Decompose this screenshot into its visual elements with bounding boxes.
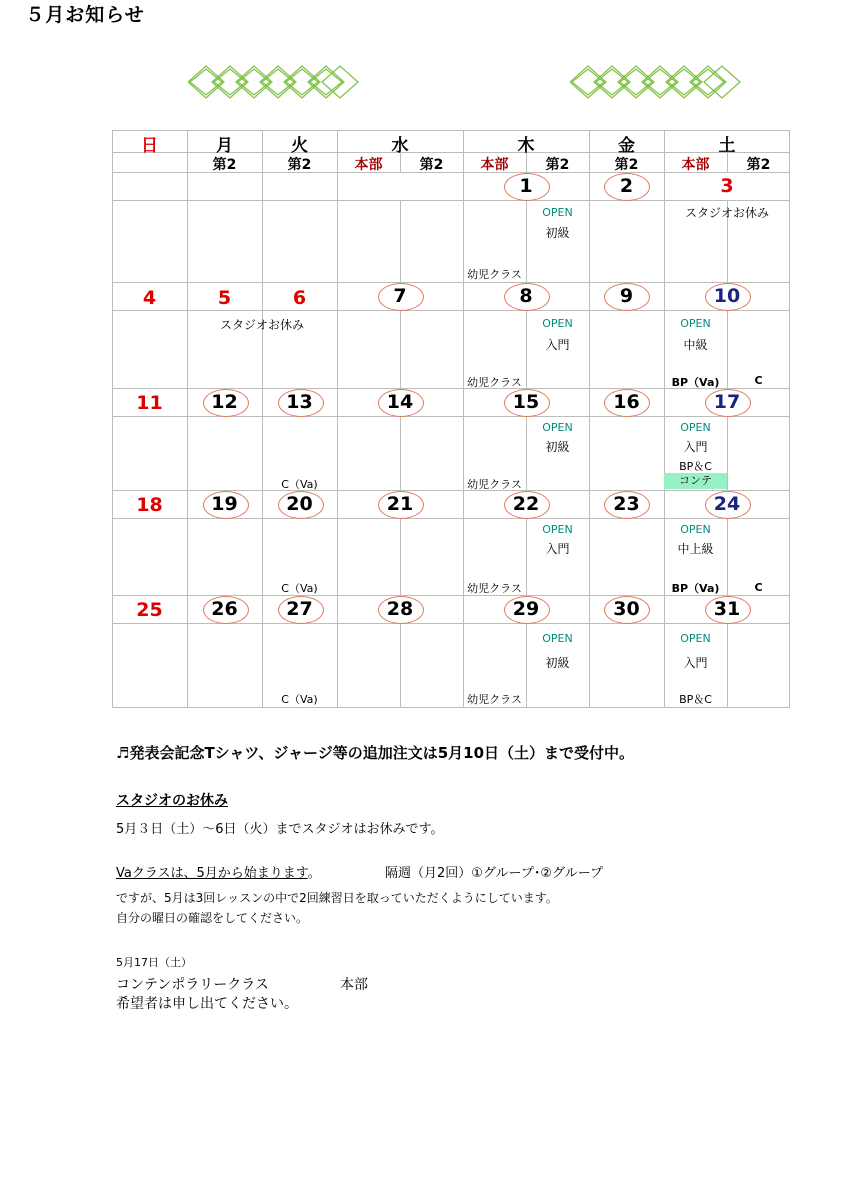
event-open: OPEN [680,523,711,536]
subheader-mon: 第2 [212,157,237,173]
weekday-header-sat: 土 [718,136,736,156]
date-20: 20 [286,493,313,515]
event-yoji-class: 幼児クラス [467,582,522,595]
event-open: OPEN [542,206,573,219]
date-25: 25 [136,599,163,621]
date-30: 30 [613,598,640,620]
date-15: 15 [512,391,540,413]
event-bp-c: BP＆C [679,460,712,473]
calendar-grid [112,130,790,708]
event-c-va: C（Va) [281,478,318,491]
event-yoji-class: 幼児クラス [467,693,522,706]
event-c-va: C（Va) [281,693,318,706]
date-1: 1 [519,175,533,197]
weekday-header-mon: 月 [216,136,233,156]
event-bp-va: BP（Va) [671,582,720,595]
va-class-line [116,862,321,881]
event-studio-off: スタジオお休み [219,318,304,332]
event-conte: コンテ [664,473,727,489]
event-yoji-class: 幼児クラス [467,478,522,491]
date-31: 31 [713,598,741,620]
event-class-level: 初級 [545,226,570,240]
contemporary-place: 本部 [340,977,368,993]
date-4: 4 [142,287,157,309]
va-class-note-1: ですが、5月は3回レッスンの中で2回練習日を取っていただくようにしています。 [116,891,558,905]
date-9: 9 [619,285,634,307]
date-14: 14 [386,391,414,413]
date-2: 2 [619,175,634,197]
subheader-sat-honbu: 本部 [681,157,710,173]
date-6: 6 [292,287,307,309]
date-11: 11 [136,392,163,414]
date-27: 27 [286,598,313,620]
date-16: 16 [613,391,640,413]
event-studio-off: スタジオお休み [684,206,769,220]
date-26: 26 [211,598,238,620]
date-29: 29 [512,598,540,620]
event-bp-c: BP＆C [679,693,712,706]
event-class-level: 入門 [683,656,708,670]
event-yoji-class: 幼児クラス [467,376,522,389]
event-open: OPEN [542,317,573,330]
event-open: OPEN [542,421,573,434]
event-yoji-class: 幼児クラス [467,268,522,281]
event-class-level: 中上級 [677,542,714,556]
event-c: C [754,374,763,387]
weekday-header-thu: 木 [517,136,535,156]
event-open: OPEN [542,632,573,645]
studio-holiday-text: 5月３日（土）～6日（火）までスタジオはお休みです。 [116,822,444,837]
date-24: 24 [713,493,741,515]
event-open: OPEN [680,421,711,434]
event-class-level: 入門 [545,338,570,352]
contemporary-apply: 希望者は申し出てください。 [116,996,298,1012]
weekday-header-fri: 金 [618,136,635,156]
subheader-sat-dai2: 第2 [746,157,771,173]
date-13: 13 [286,391,313,413]
date-18: 18 [136,494,163,516]
event-open: OPEN [542,523,573,536]
va-class-note-2: 自分の曜日の確認をしてください。 [116,911,309,925]
contemporary-class-name: コンテンポラリークラス [116,977,269,993]
diamond-chain-decoration-right [570,62,742,102]
va-class-schedule: 隔週（月2回）①グループ･②グループ [385,866,603,881]
subheader-wed-honbu: 本部 [354,157,383,173]
event-bp-va: BP（Va) [671,376,720,389]
date-28: 28 [386,598,414,620]
subheader-thu-dai2: 第2 [545,157,570,173]
event-c: C [754,581,763,594]
va-class-heading: Vaクラスは、5月から始まります [116,866,308,881]
date-7: 7 [393,285,407,307]
event-open: OPEN [680,632,711,645]
subheader-thu-honbu: 本部 [480,157,509,173]
date-3: 3 [720,175,734,197]
event-class-level: 初級 [545,440,570,454]
event-class-level: 入門 [545,542,570,556]
event-class-level: 入門 [683,440,708,454]
date-19: 19 [211,493,238,515]
event-open: OPEN [680,317,711,330]
weekday-header-tue: 火 [291,136,308,156]
event-class-level: 中級 [683,338,708,352]
subheader-fri: 第2 [614,157,639,173]
event-c-va: C（Va) [281,582,318,595]
subheader-wed-dai2: 第2 [419,157,444,173]
date-22: 22 [512,493,540,515]
page-title: ５月お知らせ [25,4,145,26]
tshirt-notice: ♬発表会記念Tシャツ、ジャージ等の追加注文は5月10日（土）まで受付中。 [116,744,635,762]
diamond-chain-decoration-left [188,62,360,102]
weekday-header-sun: 日 [141,136,158,156]
date-12: 12 [211,391,238,413]
va-class-heading-end: 。 [307,866,321,881]
date-10: 10 [713,285,741,307]
date-8: 8 [519,285,533,307]
date-5: 5 [217,287,232,309]
studio-holiday-heading: スタジオのお休み [116,793,228,809]
date-21: 21 [386,493,414,515]
date-17: 17 [713,391,741,413]
subheader-tue: 第2 [287,157,312,173]
contemporary-date: 5月17日（土） [116,956,192,969]
date-23: 23 [613,493,640,515]
weekday-header-wed: 水 [391,136,409,156]
event-class-level: 初級 [545,656,570,670]
